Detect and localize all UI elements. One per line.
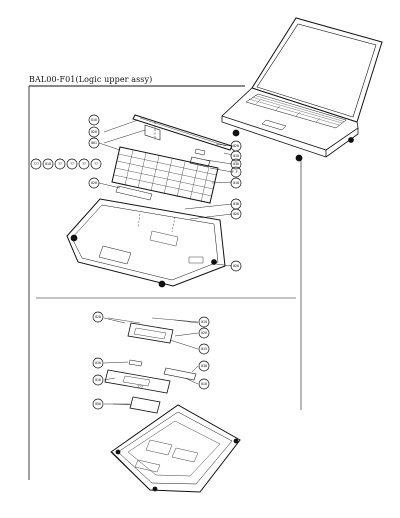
- svg-text:001: 001: [91, 141, 97, 146]
- svg-text:030: 030: [233, 202, 239, 207]
- callout-bubble: [89, 178, 99, 188]
- callout-bubble: [231, 141, 241, 151]
- callout-bubble: [93, 312, 103, 322]
- callout-bubble: [67, 159, 77, 169]
- svg-text:010: 010: [95, 361, 101, 366]
- callout-bubble: [199, 317, 209, 327]
- svg-text:050: 050: [95, 402, 101, 407]
- svg-text:020: 020: [233, 144, 239, 149]
- svg-text:010: 010: [95, 378, 101, 383]
- callout-bubble: [231, 167, 241, 177]
- svg-text:010: 010: [91, 118, 97, 123]
- svg-text:??: ??: [94, 162, 98, 167]
- callout-bubble: [231, 159, 241, 169]
- svg-text:020: 020: [91, 181, 97, 186]
- svg-text:020: 020: [233, 264, 239, 269]
- callout-bubble: [199, 328, 209, 338]
- callout-bubble: [93, 399, 103, 409]
- callout-bubble: [93, 375, 103, 385]
- callout-bubble: [43, 159, 53, 169]
- lower-assemblies: [105, 318, 198, 413]
- hinge-cover-strip: [133, 115, 232, 150]
- callout-bubble: [93, 358, 103, 368]
- svg-text:020: 020: [233, 212, 239, 217]
- svg-text:030: 030: [201, 364, 207, 369]
- callout-bubble: [199, 379, 209, 389]
- svg-text:???: ???: [33, 162, 39, 167]
- svg-text:???: ???: [137, 385, 143, 389]
- callout-bubble: [199, 344, 209, 354]
- callout-bubble: [231, 209, 241, 219]
- svg-text:010: 010: [233, 154, 239, 159]
- callout-bubble: [79, 159, 89, 169]
- diagram-title: BAL00-F01(Logic upper assy): [29, 75, 153, 84]
- callout-bubble: [31, 159, 41, 169]
- svg-text:010: 010: [201, 320, 207, 325]
- callout-bubble: [231, 178, 241, 188]
- svg-text:020: 020: [95, 315, 101, 320]
- callout-bubble: [91, 159, 101, 169]
- base-chassis-illustration: [111, 405, 240, 492]
- svg-text:020: 020: [91, 130, 97, 135]
- callout-bubble: [89, 138, 99, 148]
- svg-text:030: 030: [233, 162, 239, 167]
- callout-bubble: [231, 261, 241, 271]
- svg-text:020: 020: [201, 331, 207, 336]
- callout-bubble: [89, 127, 99, 137]
- callout-bubble: [231, 199, 241, 209]
- svg-text:010: 010: [233, 181, 239, 186]
- callout-bubble: [231, 151, 241, 161]
- svg-text:??: ??: [70, 162, 74, 167]
- callout-bubble: [89, 115, 99, 125]
- callout-bubble: [199, 361, 209, 371]
- svg-text:??: ??: [82, 162, 86, 167]
- svg-text:F.F.: F.F.: [232, 170, 240, 175]
- board-label: [137, 385, 143, 389]
- svg-text:015: 015: [201, 347, 207, 352]
- callout-bubble: [55, 159, 65, 169]
- laptop-illustration: [222, 18, 382, 161]
- palmrest-illustration: [67, 199, 225, 287]
- svg-text:010: 010: [45, 162, 51, 167]
- svg-text:010: 010: [201, 382, 207, 387]
- svg-text:??: ??: [58, 162, 62, 167]
